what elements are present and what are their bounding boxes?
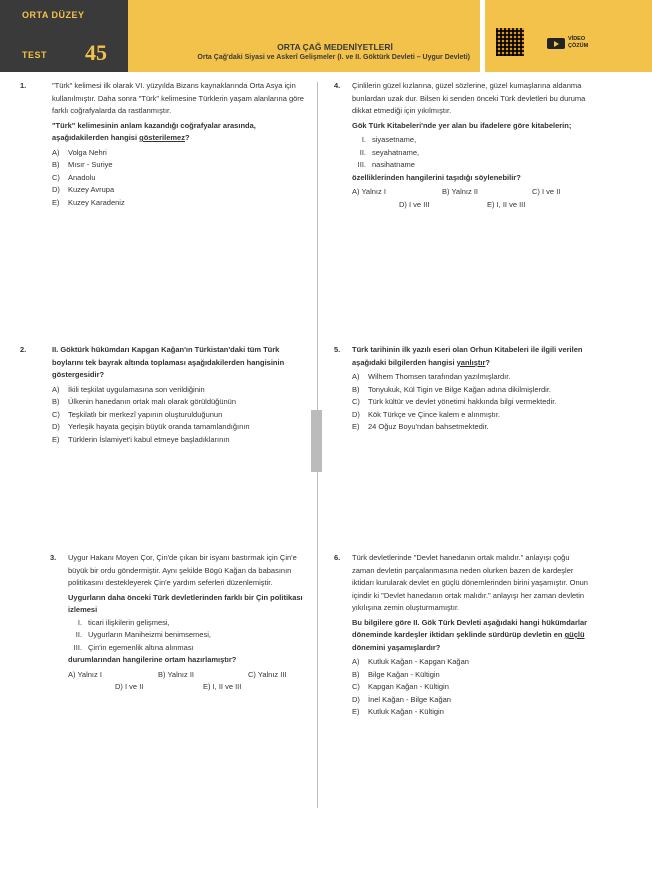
option-a[interactable]: A) Kutluk Kağan - Kapgan Kağan <box>352 657 469 666</box>
question-stem-end: durumlarından hangilerine ortam hazırlamıştır? <box>68 655 237 664</box>
option-b[interactable]: B) Bilge Kağan - Kültigin <box>352 669 440 679</box>
option-c[interactable]: C) Teşkilatlı bir merkezî yapının oluşturulduğunun <box>52 409 223 419</box>
page-title: ORTA ÇAĞ MEDENİYETLERİ <box>277 42 393 52</box>
question-number: 5. <box>334 345 341 354</box>
side-tab <box>311 410 322 472</box>
question-text: Çinlilerin güzel kızlarına, güzel sözlerine, güzel kumaşlarına aldanma bunlardan uzak dur. Bilsen ki senden önceki Türk devletleri bu duruma dikkat etmediği için yıkılmıştır. <box>352 81 586 115</box>
question-6 <box>334 552 592 719</box>
option-d[interactable]: D) I ve II <box>115 682 144 691</box>
option-d[interactable]: D) Yerleşik hayata geçişin büyük oranda tamamlandığının <box>52 422 250 431</box>
level-label: ORTA DÜZEY <box>22 10 85 20</box>
question-stem: II. Göktürk hükümdarı Kapgan Kağan'ın Türkistan'daki tüm Türk boylarını tek bayrak altında toplaması aşağıdakilerden hangisinin göstergesidir? <box>52 345 285 379</box>
question-number: 2. <box>20 345 27 354</box>
roman-item-1: I. ticari ilişkilerin gelişmesi, <box>77 617 170 627</box>
option-d[interactable]: D) Kök Türkçe ve Çince kalem e alınmıştır. <box>352 409 500 419</box>
option-a[interactable]: A) İkili teşkilat uygulamasına son verildiğinin <box>52 384 205 394</box>
option-e[interactable]: E) Kutluk Kağan - Kültigin <box>352 707 444 716</box>
question-3 <box>50 552 305 694</box>
option-a[interactable]: A) Yalnız I <box>68 669 102 679</box>
page-subtitle: Orta Çağ'daki Siyasi ve Askerî Gelişmeler (I. ve II. Göktürk Devleti – Uygur Devleti) <box>197 54 470 61</box>
test-number: 45 <box>85 40 107 65</box>
option-a[interactable]: A) Yalnız I <box>352 187 386 196</box>
qr-code-icon[interactable] <box>496 28 524 56</box>
question-number: 3. <box>50 553 57 562</box>
question-1 <box>20 80 307 209</box>
roman-item-2: II. Uygurların Maniheizmi benimsemesi, <box>75 630 211 639</box>
options-list <box>52 147 307 210</box>
option-e[interactable]: E) Türklerin İslamiyet'i kabul etmeye başladıklarının <box>52 434 230 444</box>
question-text: Uygur Hakanı Moyen Çor, Çin'de çıkan bir isyanı bastırmak için Çin'e büyük bir ordu göndermiştir. Aynı şekilde Bögü Kağan da babasının politikasını destekleyerek Çin'e yardım seferleri düzenlemiştir. <box>68 553 297 587</box>
option-e[interactable]: E) I, II ve III <box>487 199 526 209</box>
question-stem: Uygurların daha önceki Türk devletlerinden farklı bir Çin politikası izlemesi <box>68 592 303 614</box>
question-stem: Bu bilgilere göre II. Gök Türk Devleti aşağıdaki hangi hükümdarlar döneminde kardeşler iktidarı şeklinde sürdürüp devletin en güçlü dönemini yaşamışlardır? <box>352 617 588 652</box>
video-line1: VİDEO <box>568 36 586 42</box>
video-play-icon[interactable] <box>547 38 565 49</box>
option-e[interactable]: E) I, II ve III <box>203 682 242 691</box>
option-b[interactable]: B) Ülkenin hanedanın ortak malı olarak görüldüğünün <box>52 397 237 406</box>
question-text: "Türk" kelimesi ilk olarak VI. yüzyılda Bizans kaynaklarında Orta Asya için kullanılmıştır. Daha sonra "Türk" kelimesine Türklerin yaşam alanlarına göre farklı coğrafyalarda da rastlanmıştır. <box>52 81 304 115</box>
option-d[interactable]: D) İnel Kağan - Bilge Kağan <box>352 694 451 704</box>
question-2 <box>20 344 307 446</box>
option-c[interactable]: C) Yalnız III <box>248 669 287 679</box>
option-d[interactable]: D) I ve III <box>399 199 430 209</box>
question-number: 4. <box>334 81 341 90</box>
options-list <box>352 186 592 211</box>
question-number: 6. <box>334 553 341 562</box>
option-b[interactable]: B) Yalnız II <box>442 187 478 196</box>
question-stem: Gök Türk Kitabeleri'nde yer alan bu ifadelere göre kitabelerin; <box>352 120 572 130</box>
roman-list <box>352 134 592 172</box>
roman-item-1: I. siyasetname, <box>361 135 417 144</box>
question-5 <box>334 344 592 434</box>
option-b[interactable]: B) Tonyukuk, Kül Tigin ve Bilge Kağan adına dikilmişlerdir. <box>352 384 552 394</box>
option-d[interactable]: D) Kuzey Avrupa <box>52 185 115 194</box>
header-separator <box>480 0 485 72</box>
option-a[interactable]: A) Volga Nehri <box>52 147 107 157</box>
option-a[interactable]: A) Wilhem Thomsen tarafından yazılmışlardır. <box>352 372 511 381</box>
test-label: TEST <box>22 50 48 60</box>
option-c[interactable]: C) Türk kültür ve devlet yönetimi hakkında bilgi vermektedir. <box>352 397 557 406</box>
option-b[interactable]: B) Yalnız II <box>158 669 194 679</box>
option-e[interactable]: E) Kuzey Karadeniz <box>52 197 125 207</box>
roman-item-3: III. Çin'in egemenlik altına alınması <box>73 642 194 652</box>
video-solution-label[interactable] <box>568 36 588 50</box>
question-stem-end: özelliklerinden hangilerini taşıdığı söylenebilir? <box>352 172 521 182</box>
roman-list <box>68 617 305 655</box>
question-number: 1. <box>20 81 27 90</box>
header-title-band <box>128 0 480 72</box>
options-list <box>352 371 592 434</box>
option-e[interactable]: E) 24 Oğuz Boyu'ndan bahsetmektedir. <box>352 422 489 431</box>
option-b[interactable]: B) Mısır - Suriye <box>52 160 113 169</box>
roman-item-2: II. seyahatname, <box>359 147 420 157</box>
question-4 <box>334 80 592 211</box>
option-c[interactable]: C) Anadolu <box>52 172 96 182</box>
video-line2: ÇÖZÜM <box>568 43 589 49</box>
options-list <box>68 669 305 694</box>
option-c[interactable]: C) Kapgan Kağan - Kültigin <box>352 682 449 691</box>
roman-item-3: III. nasihatname <box>357 160 415 169</box>
question-stem: "Türk" kelimesinin anlam kazandığı coğrafyalar arasında, aşağıdakilerden hangisi gösterilemez? <box>52 120 256 142</box>
question-text: Türk devletlerinde "Devlet hanedanın ortak malıdır." anlayışı çoğu zaman devletin parçalanmasına neden olurken bazen de kardeşler iktidarı kurularak devlet en güçlü dönemlerinden birini yaşamıştır. Onun içindir ki "Devlet hanedanın ortak malıdır." anlayışı her zaman devletin yıkılışına zemin oluşturmamıştır. <box>352 553 588 612</box>
options-list <box>52 384 307 447</box>
option-c[interactable]: C) I ve II <box>532 187 561 196</box>
options-list <box>352 656 592 719</box>
question-stem: Türk tarihinin ilk yazılı eseri olan Orhun Kitabeleri ile ilgili verilen aşağıdaki bilgilerden hangisi yanlıştır? <box>352 345 583 367</box>
